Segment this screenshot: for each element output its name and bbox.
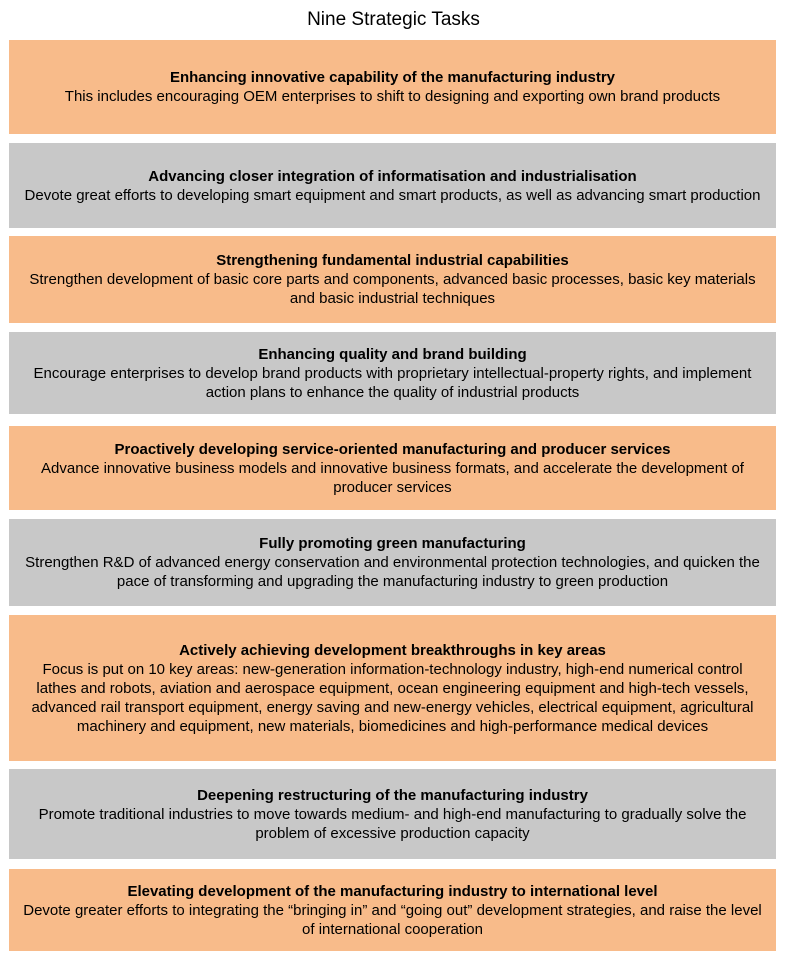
task-box-5 [9,426,776,510]
task-box-9 [9,869,776,951]
task-box-7 [9,615,776,761]
task-box-4 [9,332,776,414]
task-box-6 [9,519,776,606]
task-description: Devote greater efforts to integrating the “bringing in” and “going out” development strategies, and raise the level of international cooperation [23,901,762,938]
task-description: Devote great efforts to developing smart equipment and smart products, as well as advancing smart production [24,186,761,204]
task-heading: Proactively developing service-oriented manufacturing and producer services [114,440,671,458]
task-box-8 [9,769,776,859]
task-description: This includes encouraging OEM enterprises to shift to designing and exporting own brand products [64,88,721,105]
diagram-title: Nine Strategic Tasks [307,9,480,30]
task-description: Focus is put on 10 key areas: new-generation information-technology industry, high-end numerical control lathes and robots, aviation and aerospace equipment, ocean engineering equipment and high-tech vessels, advanced rail transport equipment, energy saving and new-energy vehicles, electrical equipment, agricultural machinery and equipment, new materials, biomedicines and high-performance medical devices [31,660,754,735]
task-heading: Deepening restructuring of the manufacturing industry [197,786,588,804]
task-description: Strengthen R&D of advanced energy conservation and environmental protection technologies, and quicken the pace of transforming and upgrading the manufacturing industry to green production [25,554,760,590]
task-heading: Fully promoting green manufacturing [259,535,526,552]
task-description: Advance innovative business models and innovative business formats, and accelerate the development of producer services [41,459,744,496]
task-heading: Actively achieving development breakthroughs in key areas [179,641,606,659]
task-box-2 [9,143,776,228]
task-box-3 [9,236,776,323]
task-heading: Strengthening fundamental industrial capabilities [216,252,569,269]
task-heading: Advancing closer integration of informatisation and industrialisation [148,167,637,185]
task-heading: Enhancing quality and brand building [258,345,527,363]
task-heading: Enhancing innovative capability of the manufacturing industry [169,69,616,86]
task-heading: Elevating development of the manufacturing industry to international level [127,882,658,900]
task-description: Encourage enterprises to develop brand products with proprietary intellectual-property rights, and implement action plans to enhance the quality of industrial products [33,364,752,401]
task-description: Promote traditional industries to move towards medium- and high-end manufacturing to gradually solve the problem of excessive production capacity [38,805,747,842]
task-box-1 [9,40,776,134]
task-description: Strengthen development of basic core parts and components, advanced basic processes, basic key materials and basic industrial techniques [29,271,756,307]
